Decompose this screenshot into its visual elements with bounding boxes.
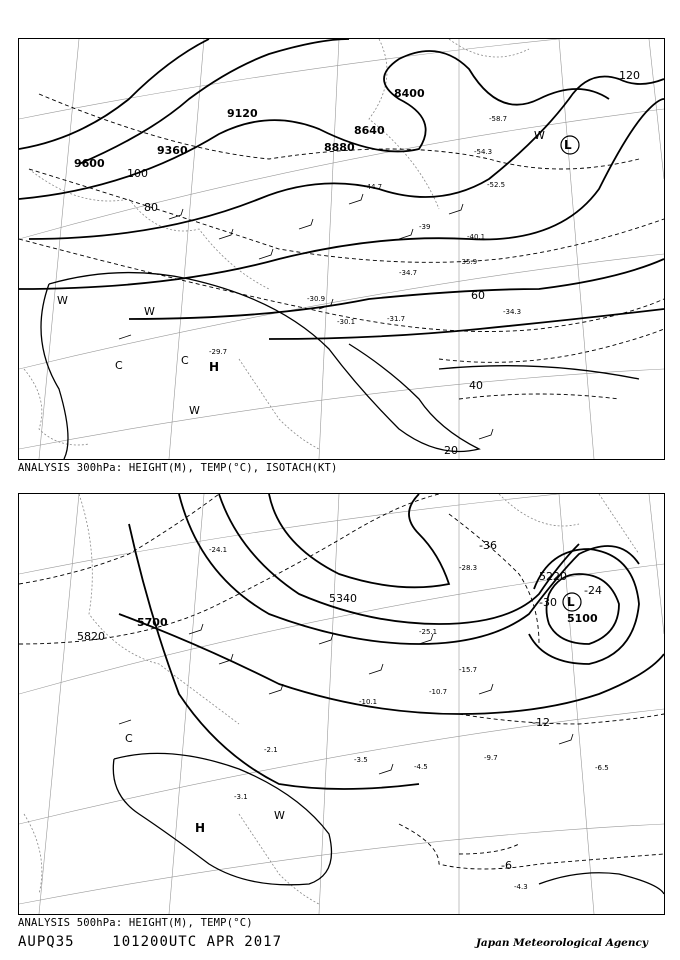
temp-label: -9.7 xyxy=(484,754,498,762)
temp-label: -54.3 xyxy=(474,148,493,156)
temp-label: -10.7 xyxy=(429,688,448,696)
height-label: 8880 xyxy=(324,141,355,154)
temp-label: -3.1 xyxy=(234,793,248,801)
temp-label: -2.1 xyxy=(264,746,278,754)
cold-symbol: C xyxy=(125,732,133,745)
temp-label: -58.7 xyxy=(489,115,508,123)
temp-label: -10.1 xyxy=(359,698,378,706)
temp-label: -28.3 xyxy=(459,564,478,572)
chart-500hpa-svg xyxy=(19,494,664,914)
height-label: 5220 xyxy=(539,570,567,583)
height-contours xyxy=(19,39,664,339)
warm-symbol: W xyxy=(534,129,545,142)
cold-symbol: C xyxy=(115,359,123,372)
temp-label: -25.1 xyxy=(419,628,438,636)
temp-label: -30.9 xyxy=(307,295,326,303)
chart-500hpa xyxy=(18,493,665,915)
warm-symbol: W xyxy=(144,305,155,318)
height-contours xyxy=(119,494,664,789)
warm-symbol: W xyxy=(274,809,285,822)
high-pressure-symbol: H xyxy=(209,360,220,374)
height-label: 5100 xyxy=(567,612,598,625)
caption-500hpa: ANALYSIS 500hPa: HEIGHT(M), TEMP(°C) xyxy=(18,917,253,929)
caption-300hpa: ANALYSIS 300hPa: HEIGHT(M), TEMP(°C), ISOTACH(KT) xyxy=(18,462,338,474)
analysis-time: 101200UTC APR 2017 xyxy=(112,934,283,950)
coastlines xyxy=(24,39,529,449)
temp-label: -44.7 xyxy=(364,183,383,191)
temp-label: -35.9 xyxy=(459,258,478,266)
height-label: 5820 xyxy=(77,630,105,643)
chart-300hpa-svg xyxy=(19,39,664,459)
height-label: 9600 xyxy=(74,157,105,170)
height-label: 5340 xyxy=(329,592,357,605)
chart-identifier xyxy=(18,934,282,950)
chart-300hpa xyxy=(18,38,665,460)
temp-label: -29.7 xyxy=(209,348,228,356)
isotach-label: 60 xyxy=(471,289,485,302)
height-label: 9360 xyxy=(157,144,188,157)
temp-label: -34.7 xyxy=(399,269,418,277)
warm-symbol: W xyxy=(57,294,68,307)
isotach-label: 20 xyxy=(444,444,458,457)
isotach-label: 80 xyxy=(144,201,158,214)
isotherm-label: -6 xyxy=(501,859,512,872)
isotach-label: 120 xyxy=(619,69,640,82)
temp-label: -31.7 xyxy=(387,315,406,323)
temp-label: -34.3 xyxy=(503,308,522,316)
height-label: 8640 xyxy=(354,124,385,137)
temp-label: -30.1 xyxy=(337,318,356,326)
temp-label: -24.1 xyxy=(209,546,228,554)
isotach-label: 40 xyxy=(469,379,483,392)
high-pressure-symbol: H xyxy=(195,821,206,835)
temp-label: -40.1 xyxy=(467,233,486,241)
isotherms xyxy=(19,494,664,869)
temp-label: -15.7 xyxy=(459,666,478,674)
isotach-label: 100 xyxy=(127,167,148,180)
cold-symbol: C xyxy=(181,354,189,367)
agency-name: Japan Meteorological Agency xyxy=(475,937,648,949)
temp-label: -4.3 xyxy=(514,883,528,891)
isotherm-label: -30 xyxy=(539,596,557,609)
low-pressure-symbol: L xyxy=(564,138,572,152)
temp-label: -39 xyxy=(419,223,431,231)
temp-label: -4.5 xyxy=(414,763,428,771)
temp-label: -6.5 xyxy=(595,764,609,772)
temp-label: -3.5 xyxy=(354,756,368,764)
isotherm-label: -24 xyxy=(584,584,602,597)
isotherm-label: -12 xyxy=(532,716,550,729)
height-label: 5700 xyxy=(137,616,168,629)
low-pressure-symbol: L xyxy=(567,595,575,609)
height-label: 9120 xyxy=(227,107,258,120)
isotherm-label: -36 xyxy=(479,539,497,552)
height-label: 8400 xyxy=(394,87,425,100)
isotach-outline xyxy=(41,273,639,459)
product-code: AUPQ35 xyxy=(18,934,75,950)
temp-label: -52.5 xyxy=(487,181,506,189)
warm-symbol: W xyxy=(189,404,200,417)
